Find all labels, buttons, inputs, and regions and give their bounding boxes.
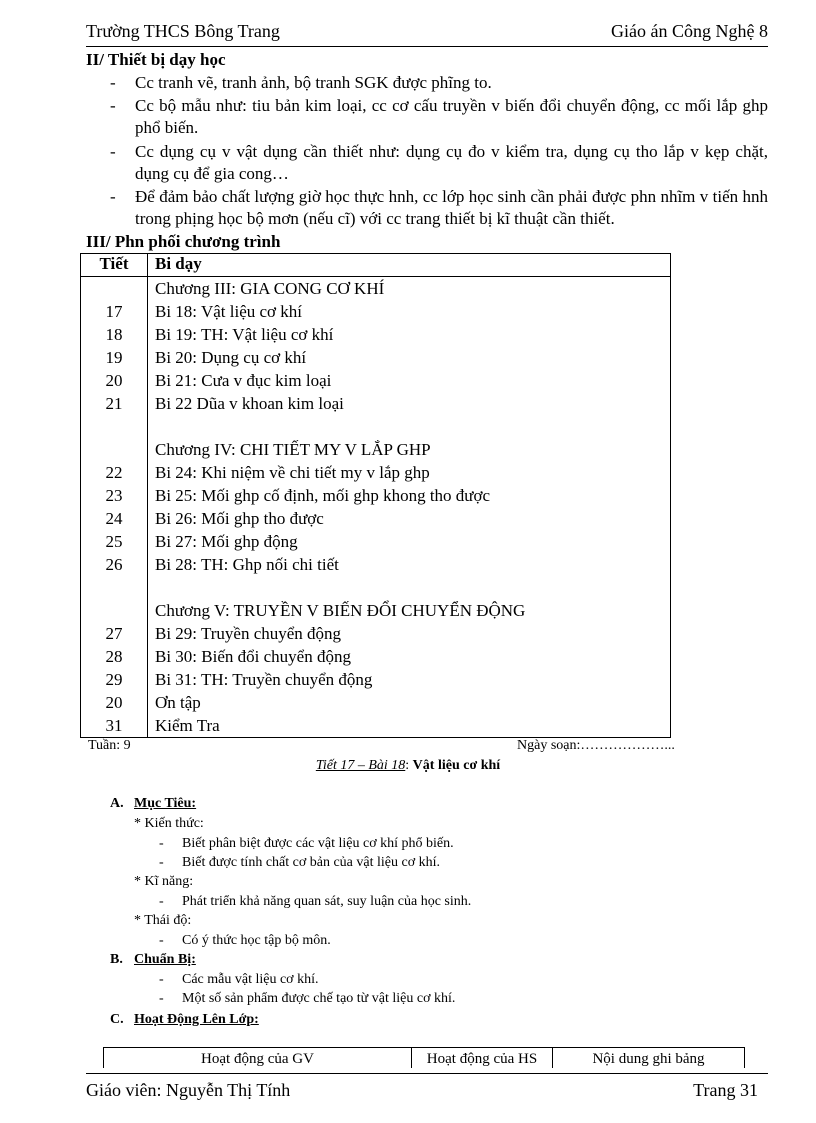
objectives-title: Mục Tiêu: <box>134 796 197 811</box>
lesson-cell: Bi 18: Vật liệu cơ khí <box>155 302 303 321</box>
period-cell: 20 <box>105 693 123 712</box>
period-cell <box>81 599 147 622</box>
lesson-cell: Bi 28: TH: Ghp nối chi tiết <box>155 555 339 574</box>
table-header-row <box>81 254 671 277</box>
period-cell: 25 <box>105 532 123 551</box>
lesson-title <box>0 758 816 774</box>
preparation-item: Một số sản phẩm được chế tạo từ vật liệu cơ khí. <box>182 991 456 1006</box>
list-dash: - <box>159 991 164 1006</box>
bullet-item: - Để đảm bảo chất lượng giờ học thực hnh, cc lớp học sinh cần phải được phn nhĩm v tiến hnh trong phịng học bộ mơn (nếu cĩ) với cc trang thiết bị kĩ thuật cần thiết. <box>110 187 768 228</box>
knowledge-item: Biết phân biệt được các vật liệu cơ khí phổ biến. <box>182 836 454 851</box>
period-cell: 21 <box>105 394 123 413</box>
lesson-cell: Bi 24: Khi niệm về chi tiết my v lắp ghp <box>155 463 430 482</box>
activities-letter: C. <box>110 1012 124 1027</box>
activities-title: Hoạt Động Lên Lớp: <box>134 1012 259 1027</box>
lesson-cell <box>148 415 670 438</box>
period-cell: 22 <box>105 463 123 482</box>
lesson-cell: Bi 25: Mối ghp cố định, mối ghp khong tho được <box>155 486 491 505</box>
date-label: Ngày soạn:………………... <box>517 738 675 753</box>
lesson-cell: Chương IV: CHI TIẾT MY V LẮP GHP <box>155 440 431 459</box>
teacher-name: Giáo viên: Nguyễn Thị Tính <box>86 1080 291 1100</box>
period-column <box>81 277 148 738</box>
period-cell <box>81 438 147 461</box>
lesson-cell: Bi 20: Dụng cụ cơ khí <box>155 348 307 367</box>
period-cell <box>81 415 147 438</box>
lesson-cell: Bi 30: Biến đổi chuyển động <box>155 647 351 666</box>
skill-item: Phát triển khả năng quan sát, suy luận của học sinh. <box>182 894 472 909</box>
page-number: Trang 31 <box>693 1080 758 1100</box>
page-footer <box>86 1073 768 1104</box>
list-dash: - <box>159 972 164 987</box>
week-label: Tuần: 9 <box>88 738 131 753</box>
column-header-board: Nội dung ghi bảng <box>592 1051 705 1067</box>
list-dash: - <box>159 836 164 851</box>
lesson-code: Tiết 17 – Bài 18 <box>315 758 406 773</box>
objectives-letter: A. <box>110 796 124 811</box>
column-header-lesson: Bi dạy <box>148 254 671 277</box>
lesson-cell: Bi 26: Mối ghp tho được <box>155 509 324 528</box>
subject-title: Giáo án Công Nghệ 8 <box>611 21 768 41</box>
knowledge-item: Biết được tính chất cơ bản của vật liệu cơ khí. <box>182 855 440 870</box>
lesson-cell: Bi 19: TH: Vật liệu cơ khí <box>155 325 334 344</box>
period-cell: 18 <box>105 325 123 344</box>
preparation-title: Chuẩn Bị: <box>134 952 196 967</box>
period-cell: 28 <box>105 647 123 666</box>
period-cell: 26 <box>105 555 123 574</box>
bullet-item: - Cc tranh vẽ, tranh ảnh, bộ tranh SGK được phĩng to. <box>110 73 492 92</box>
bullet-item: - Cc dụng cụ v vật dụng cần thiết như: dụng cụ đo v kiểm tra, dụng cụ tho lắp v kẹp chặt, dụng cụ để gia cong… <box>110 142 768 183</box>
lesson-cell: Bi 27: Mối ghp động <box>155 532 298 551</box>
column-header-period: Tiết <box>81 254 148 277</box>
lesson-cell: Ơn tập <box>155 693 201 712</box>
lesson-separator: : <box>405 758 410 773</box>
lesson-cell: Bi 22 Dũa v khoan kim loại <box>155 394 344 413</box>
bullet-item: - Cc bộ mẫu như: tiu bản kim loại, cc cơ cấu truyền v biến đổi chuyển động, cc mối lắp ghp phổ biến. <box>110 96 768 137</box>
lesson-cell: Kiểm Tra <box>155 716 220 735</box>
list-dash: - <box>159 894 164 909</box>
preparation-letter: B. <box>110 952 123 967</box>
skill-label: * Kĩ năng: <box>134 874 194 889</box>
lesson-cell: Bi 29: Truyền chuyển động <box>155 624 342 643</box>
lesson-name: Vật liệu cơ khí <box>412 758 501 773</box>
program-table <box>80 253 671 738</box>
page-header <box>86 20 768 47</box>
lesson-cell: Bi 21: Cưa v đục kim loại <box>155 371 332 390</box>
period-cell: 20 <box>105 371 123 390</box>
attitude-item: Có ý thức học tập bộ môn. <box>182 933 331 948</box>
knowledge-label: * Kiến thức: <box>134 816 204 831</box>
table-body-row <box>81 277 671 738</box>
lesson-cell: Chương III: GIA CONG CƠ KHÍ <box>155 279 385 298</box>
period-cell: 27 <box>105 624 123 643</box>
attitude-label: * Thái độ: <box>134 913 192 928</box>
preparation-item: Các mẫu vật liệu cơ khí. <box>182 972 319 987</box>
section-equipment-title: II/ Thiết bị dạy học <box>86 50 226 69</box>
activities-table-header <box>103 1047 745 1068</box>
period-cell: 19 <box>105 348 123 367</box>
lesson-cell <box>148 576 670 599</box>
period-cell: 23 <box>105 486 123 505</box>
period-cell: 24 <box>105 509 123 528</box>
lesson-cell: Bi 31: TH: Truyền chuyển động <box>155 670 373 689</box>
period-cell <box>81 576 147 599</box>
column-header-teacher: Hoạt động của GV <box>104 1048 412 1068</box>
section-program-title: III/ Phn phối chương trình <box>86 232 281 251</box>
period-cell <box>81 277 147 300</box>
period-cell: 29 <box>105 670 123 689</box>
period-cell: 17 <box>105 302 123 321</box>
lesson-column <box>148 277 671 738</box>
column-header-student: Hoạt động của HS <box>412 1048 553 1068</box>
lesson-cell: Chương V: TRUYỀN V BIẾN ĐỔI CHUYỂN ĐỘNG <box>155 601 526 620</box>
period-cell: 31 <box>105 716 123 735</box>
list-dash: - <box>159 933 164 948</box>
school-name: Trường THCS Bông Trang <box>86 21 280 41</box>
list-dash: - <box>159 855 164 870</box>
